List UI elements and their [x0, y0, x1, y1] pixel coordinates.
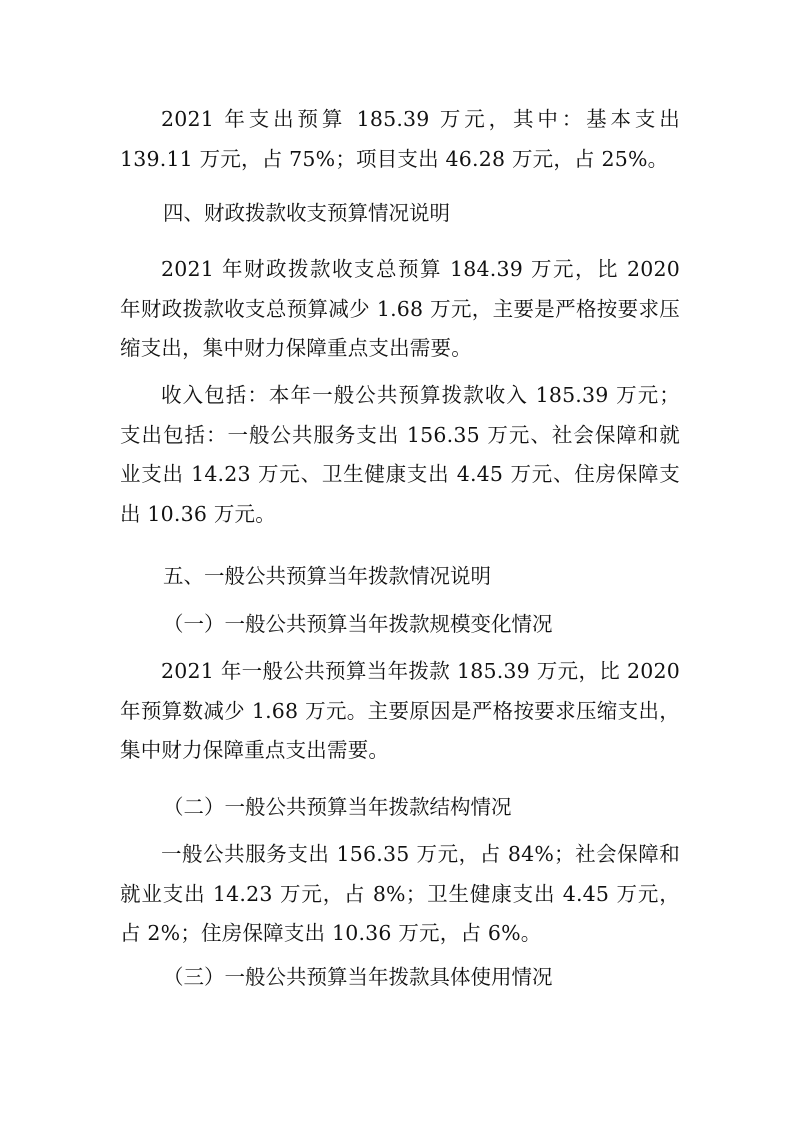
paragraph-scale-change-block [120, 652, 680, 771]
paragraph-income-expenditure: 收入包括：本年一般公共预算拨款收入 185.39 万元；支出包括：一般公共服务支出 156.35 万元、社会保障和就业支出 14.23 万元、卫生健康支出 4.45 万元、住房保障支出 10.36 万元。 [120, 383, 680, 526]
subheading-5-2: （二）一般公共预算当年拨款结构情况 [163, 795, 512, 819]
paragraph-income-expenditure-block [120, 376, 680, 534]
paragraph-scale-change: 2021 年一般公共预算当年拨款 185.39 万元，比 2020 年预算数减少 1.68 万元。主要原因是严格按要求压缩支出，集中财力保障重点支出需要。 [120, 659, 680, 762]
subheading-5-3: （三）一般公共预算当年拨款具体使用情况 [163, 965, 553, 989]
subheading-5-1: （一）一般公共预算当年拨款规模变化情况 [163, 612, 553, 636]
paragraph-fiscal-total: 2021 年财政拨款收支总预算 184.39 万元，比 2020 年财政拨款收支总预算减少 1.68 万元，主要是严格按要求压缩支出，集中财力保障重点支出需要。 [120, 257, 680, 360]
paragraph-expenditure-budget: 2021 年支出预算 185.39 万元，其中：基本支出 139.11 万元，占 75%；项目支出 46.28 万元，占 25%。 [120, 107, 680, 171]
paragraph-structure-block [120, 835, 680, 954]
heading-section-5: 五、一般公共预算当年拨款情况说明 [163, 564, 491, 588]
paragraph-fiscal-total-block [120, 250, 680, 369]
heading-section-4: 四、财政拨款收支预算情况说明 [163, 201, 450, 225]
paragraph-structure: 一般公共服务支出 156.35 万元，占 84%；社会保障和就业支出 14.23 万元，占 8%；卫生健康支出 4.45 万元，占 2%；住房保障支出 10.36 万元，占 6%。 [120, 842, 680, 945]
paragraph-expenditure-budget-block [120, 100, 680, 179]
